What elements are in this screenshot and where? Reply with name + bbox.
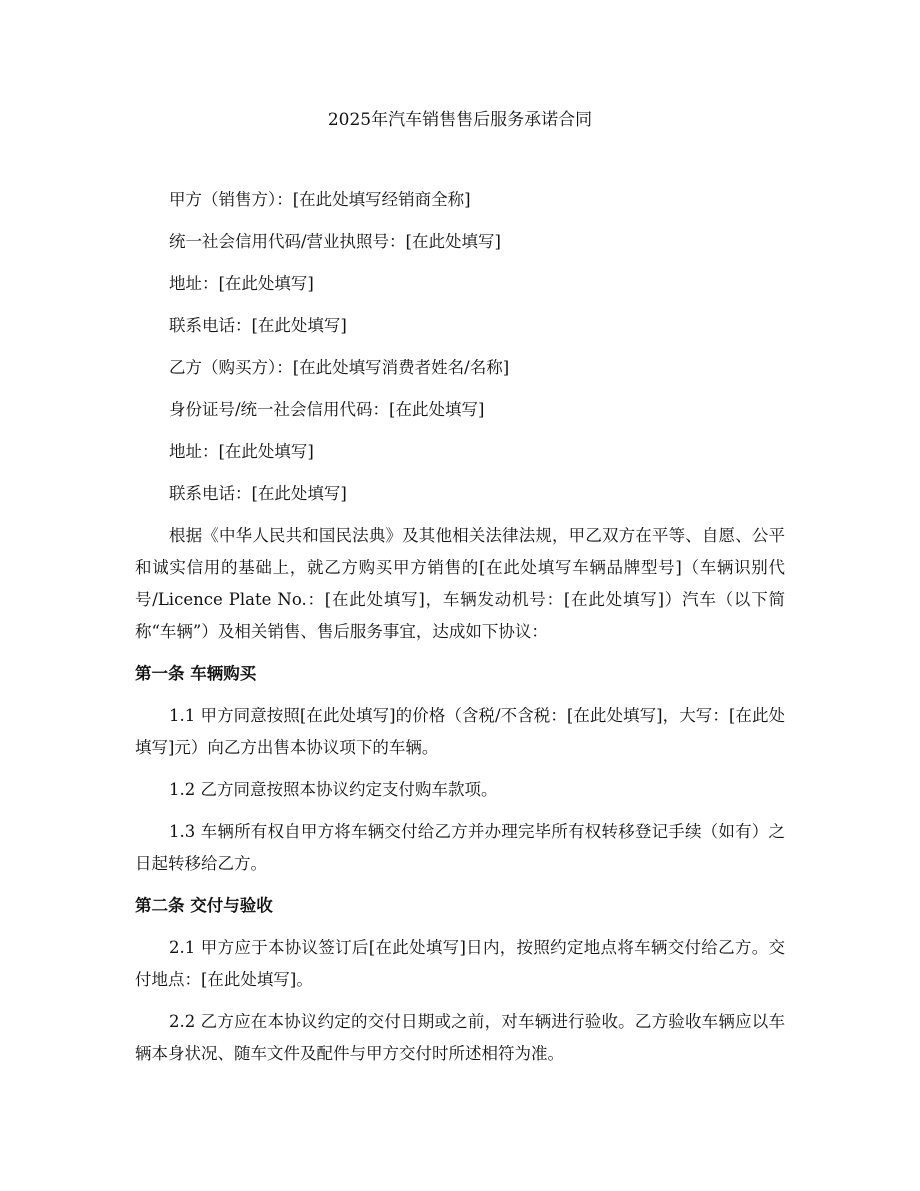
clause-2-2: 2.2 乙方应在本协议约定的交付日期或之前，对车辆进行验收。乙方验收车辆应以车辆本身状况、随车文件及配件与甲方交付时所述相符为准。: [135, 1012, 785, 1063]
clause-2-1: 2.1 甲方应于本协议签订后[在此处填写]日内，按照约定地点将车辆交付给乙方。交付地点：[在此处填写]。: [135, 938, 785, 989]
section-heading-delivery-acceptance: 第二条 交付与验收: [135, 896, 273, 915]
clause-1-2: 1.2 乙方同意按照本协议约定支付购车款项。: [169, 780, 498, 799]
document-title: 2025年汽车销售售后服务承诺合同: [327, 110, 593, 130]
clause-1-3: 1.3 车辆所有权自甲方将车辆交付给乙方并办理完毕所有权转移登记手续（如有）之日起转移给乙方。: [135, 822, 785, 873]
document-body: [135, 184, 785, 1080]
party-b-address: 地址：[在此处填写]: [169, 442, 314, 461]
section-heading-vehicle-purchase: 第一条 车辆购买: [135, 664, 257, 683]
party-a-credit-code: 统一社会信用代码/营业执照号：[在此处填写]: [169, 232, 501, 251]
party-a-phone: 联系电话：[在此处填写]: [169, 316, 347, 335]
party-a-name: 甲方（销售方）：[在此处填写经销商全称]: [169, 190, 471, 209]
clause-1-1: 1.1 甲方同意按照[在此处填写]的价格（含税/不含税：[在此处填写]，大写：[在此处填写]元）向乙方出售本协议项下的车辆。: [135, 706, 785, 757]
party-b-phone: 联系电话：[在此处填写]: [169, 484, 347, 503]
preamble-paragraph: 根据《中华人民共和国民法典》及其他相关法律法规，甲乙双方在平等、自愿、公平和诚实信用的基础上，就乙方购买甲方销售的[在此处填写车辆品牌型号]（车辆识别代号/Licence Plate No.：[在此处填写]，车辆发动机号：[在此处填写]）汽车（以下简称“车辆”）及相关销售、售后服务事宜，达成如下协议：: [135, 526, 785, 641]
party-b-name: 乙方（购买方）：[在此处填写消费者姓名/名称]: [169, 358, 510, 377]
party-b-id-number: 身份证号/统一社会信用代码：[在此处填写]: [169, 400, 485, 419]
party-a-address: 地址：[在此处填写]: [169, 274, 314, 293]
